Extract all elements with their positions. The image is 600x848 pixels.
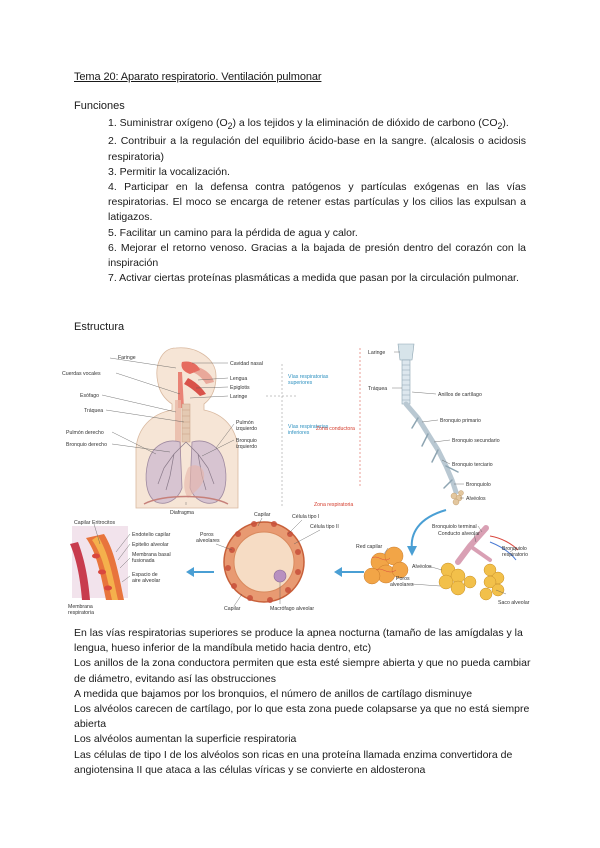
fig1-label-pulmon-izquierdo: Pulmón izquierdo [236, 420, 258, 432]
fig1-label-diafragma: Diafragma [170, 510, 194, 516]
fig2-label-bronquio-secundario: Bronquio secundario [452, 438, 500, 444]
note-5: Los alvéolos aumentan la superficie respiratoria [74, 733, 297, 746]
fig4-label-capilar-2: Capilar [224, 606, 241, 612]
figure-respiratory-membrane [68, 520, 171, 616]
fig3-label-epitelio: Epitelio alveolar [132, 542, 169, 548]
functions-heading: Funciones [74, 100, 125, 112]
fig1-label-esofago: Esófago [80, 393, 100, 399]
fig4-label-capilar: Capilar [254, 512, 271, 518]
fig5-label-conducto-alveolar: Conducto alveolar [438, 531, 480, 537]
fig1-label-laringe: Laringe [230, 394, 248, 400]
functions-list [108, 116, 526, 286]
figure-alveolus [196, 512, 339, 612]
page-title: Tema 20: Aparato respiratorio. Ventilación pulmonar [74, 71, 322, 83]
function-item-2: 2. Contribuir a la regulación del equilibrio ácido-base en la sangre. (alcalosis o acidosis respiratoria) [108, 135, 526, 163]
fig3-label-capilar: Capilar [74, 520, 91, 526]
fig3-label-membrana-respiratoria: Membrana respiratoria [68, 604, 94, 616]
fig1-upper-airways: Vías respiratorias superiores [288, 374, 329, 386]
fig2-label-bronquio-terciario: Bronquio terciario [452, 462, 493, 468]
fig2-label-laringe: Laringe [368, 350, 386, 356]
function-item-7: 7. Activar ciertas proteínas plasmáticas a medida que pasan por la circulación pulmonar. [108, 272, 519, 285]
structure-heading: Estructura [74, 321, 125, 333]
fig2-label-alveolos: Alvéolos [466, 496, 486, 502]
function-item-4: 4. Participar en la defensa contra patógenos y partículas exógenas en las vías respiratorias. El moco se encarga de retener estas partículas y los cilios las expulsan a latigazos. [108, 180, 526, 224]
fig1-label-pulmon-derecho: Pulmón derecho [66, 430, 104, 436]
fig2-label-bronquio-primario: Bronquio primario [440, 418, 481, 424]
fig1-label-bronquio-izquierdo: Bronquio izquierdo [236, 438, 258, 450]
fig3-label-membrana-basal: Membrana basal fusionada [132, 552, 171, 564]
fig1-label-cuerdas-vocales: Cuerdas vocales [62, 371, 101, 377]
fig1-label-faringe: Faringe [118, 355, 136, 361]
fig1-label-bronquio-derecho: Bronquio derecho [66, 442, 107, 448]
fig5-label-bronquiolo-terminal: Bronquiolo terminal [432, 524, 477, 530]
note-6: Las células de tipo I de los alvéolos son ricas en una proteína llamada enzima convertidora de angiotensina II que ataca a las células víricas y se convierte en aldosterona [74, 748, 513, 776]
fig1-label-traquea: Tráquea [84, 408, 104, 414]
figure-respiratory-system [62, 348, 329, 516]
function-item-5: 5. Facilitar un camino para la pérdida de agua y calor. [108, 226, 358, 239]
fig2-label-anillos: Anillos de cartílago [438, 392, 482, 398]
fig5-label-bronquiolo-respiratorio: Bronquiolo respiratorio [502, 546, 528, 558]
fig2-respiratory-zone: Zona respiratoria [314, 502, 354, 508]
note-4: Los alvéolos carecen de cartílago, por lo que esta zona puede colapsarse ya que no está siempre abierta [74, 703, 530, 731]
structure-figures [62, 338, 536, 620]
fig4-label-poros: Poros alveolares [196, 532, 220, 544]
notes-section [74, 626, 532, 778]
fig1-lower-airways: Vías respiratorias inferiores [288, 424, 329, 436]
fig4-label-macrofago: Macrófago alveolar [270, 606, 315, 612]
fig1-label-epiglotis: Epiglotis [230, 385, 250, 391]
function-item-1: 1. Suministrar oxígeno $(O_2)$ a los tejidos y la eliminación de dióxido de carbono $(CO_2)$. [108, 117, 509, 132]
note-1: En las vías respiratorias superiores se produce la apnea nocturna (tamaño de las amígdalas y la lengua, hueso inferior de la mandíbula metido hacia dentro, etc) [74, 627, 523, 655]
fig2-label-traquea: Tráquea [368, 386, 388, 392]
fig3-label-eritrocitos: Eritrocitos [92, 520, 116, 526]
fig3-label-espacio-aire: Espacio de aire alveolar [132, 572, 161, 584]
arrow-1 [186, 567, 214, 577]
fig5-label-red-capilar: Red capilar [356, 544, 383, 550]
fig1-label-cavidad-nasal: Cavidad nasal [230, 361, 263, 367]
fig5-label-saco-alveolar: Saco alveolar [498, 600, 530, 606]
fig1-label-lengua: Lengua [230, 376, 248, 382]
fig4-label-celula-tipo-2: Célula tipo II [310, 524, 339, 530]
fig5-label-poros: Poros alveolares [390, 576, 414, 588]
note-2: Los anillos de la zona conductora permiten que esta esté siempre abierta y que no pueda cambiar de diámetro, evitando así las obstrucciones [74, 657, 531, 685]
arrow-2 [334, 567, 364, 577]
figure-bronchial-tree [314, 344, 500, 508]
fig2-label-bronquiolo: Bronquiolo [466, 482, 491, 488]
function-item-3: 3. Permitir la vocalización. [108, 165, 230, 178]
function-item-6: 6. Mejorar el retorno venoso. Gracias a la bajada de presión dentro del corazón con la inspiración [108, 241, 526, 269]
fig4-label-celula-tipo-1: Célula tipo I [292, 514, 320, 520]
note-3: A medida que bajamos por los bronquios, el número de anillos de cartílago disminuye [74, 687, 473, 700]
fig2-conducting-zone: Zona conductora [316, 426, 355, 432]
fig5-label-alveolos: Alvéolos [412, 564, 432, 570]
figure-alveolar-sac [356, 524, 530, 606]
fig3-label-endotelio: Endotelio capilar [132, 532, 171, 538]
